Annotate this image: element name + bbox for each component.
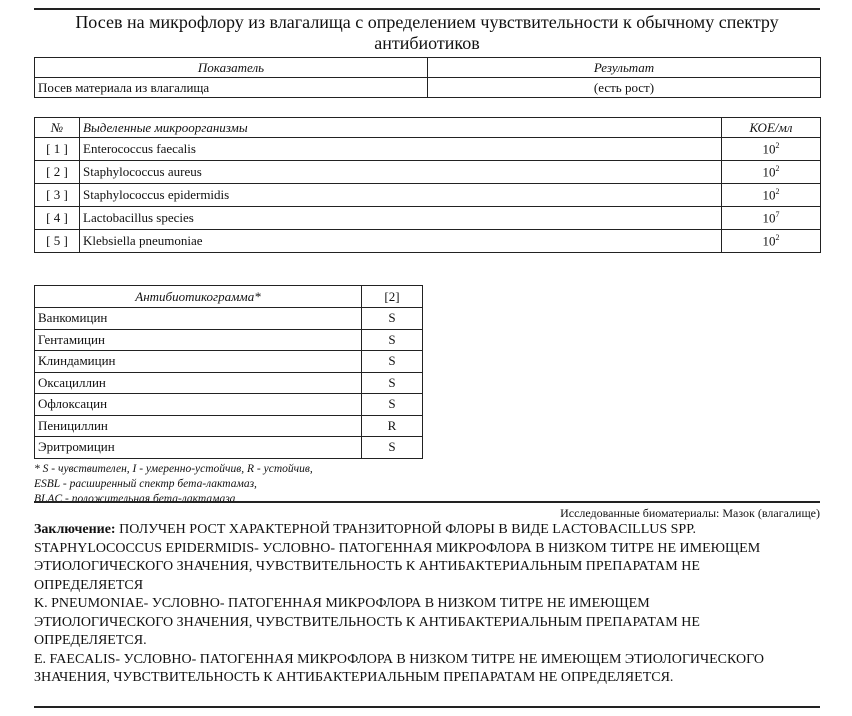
table-row	[35, 161, 821, 184]
table-row	[35, 394, 423, 416]
top-divider	[34, 8, 820, 10]
section-divider	[34, 501, 820, 503]
table-row	[35, 207, 821, 230]
header-organism: Выделенные микроорганизмы	[80, 118, 722, 138]
footnote-line: * S - чувствителен, I - умеренно-устойчив, R - устойчив,	[34, 463, 313, 475]
table-row	[35, 415, 423, 437]
biomaterials: Исследованные биоматериалы: Мазок (влагалище)	[560, 506, 820, 520]
conclusion-label: Заключение:	[34, 522, 116, 537]
conclusion-line: ЗНАЧЕНИЯ, ЧУВСТВИТЕЛЬНОСТЬ К АНТИБАКТЕРИАЛЬНЫМ ПРЕПАРАТАМ НЕ ОПРЕДЕЛЯЕТСЯ.	[34, 670, 674, 685]
table-row	[35, 230, 821, 253]
table-row	[35, 138, 821, 161]
table-row	[35, 437, 423, 459]
organism-name: Staphylococcus aureus	[80, 161, 722, 184]
conclusion-line: ОПРЕДЕЛЯЕТСЯ	[34, 577, 144, 593]
conclusion-line: Заключение: ПОЛУЧЕН РОСТ ХАРАКТЕРНОЙ ТРАНЗИТОРНОЙ ФЛОРЫ В ВИДЕ LACTOBACILLUS SPP.	[34, 522, 696, 537]
result-cell: (есть рост)	[428, 78, 821, 98]
sensitivity-value: R	[362, 415, 423, 437]
conclusion	[34, 521, 834, 688]
header-number: №	[35, 118, 80, 138]
antibiotic-name: Офлоксацин	[35, 394, 362, 416]
antibiotic-name: Эритромицин	[35, 437, 362, 459]
sensitivity-value: S	[362, 329, 423, 351]
page-title: Посев на микрофлору из влагалища с определением чувствительности к обычному спектру антибиотиков	[75, 12, 779, 53]
cfu-value: $10^2$	[722, 184, 821, 207]
sensitivity-value: S	[362, 437, 423, 459]
conclusion-line: ОПРЕДЕЛЯЕТСЯ.	[34, 633, 147, 648]
antibiotic-name: Гентамицин	[35, 329, 362, 351]
conclusion-line: K. PNEUMONIAE- УСЛОВНО- ПАТОГЕННАЯ МИКРОФЛОРА В НИЗКОМ ТИТРЕ НЕ ИМЕЮЩЕМ	[34, 596, 650, 611]
cfu-value: $10^7$	[722, 207, 821, 230]
microorganisms-table	[34, 117, 821, 253]
antibiotic-name: Пенициллин	[35, 415, 362, 437]
table-row	[35, 184, 821, 207]
sensitivity-value: S	[362, 351, 423, 373]
cfu-value: $10^2$	[722, 161, 821, 184]
organism-name: Klebsiella pneumoniae	[80, 230, 722, 253]
organism-name: Enterococcus faecalis	[80, 138, 722, 161]
bottom-divider	[34, 706, 820, 708]
header-cfu: КОЕ/мл	[722, 118, 821, 138]
sensitivity-value: S	[362, 372, 423, 394]
organism-name: Lactobacillus species	[80, 207, 722, 230]
organism-name: Staphylococcus epidermidis	[80, 184, 722, 207]
conclusion-line: STAPHYLOCOCCUS EPIDERMIDIS- УСЛОВНО- ПАТОГЕННАЯ МИКРОФЛОРА В НИЗКОМ ТИТРЕ НЕ ИМЕЮЩЕМ	[34, 540, 761, 556]
footnote	[34, 462, 313, 502]
header-antibiotic: Антибиотикограмма*	[35, 286, 362, 308]
conclusion-line: E. FAECALIS- УСЛОВНО- ПАТОГЕННАЯ МИКРОФЛОРА В НИЗКОМ ТИТРЕ НЕ ИМЕЮЩЕМ ЭТИОЛОГИЧЕСКОГО	[34, 651, 764, 667]
header-indicator: Показатель	[35, 58, 428, 78]
table-row	[35, 351, 423, 373]
sensitivity-value: S	[362, 308, 423, 330]
antibiotic-name: Оксациллин	[35, 372, 362, 394]
row-number: [ 2 ]	[35, 161, 80, 184]
row-number: [ 5 ]	[35, 230, 80, 253]
conclusion-line: ЭТИОЛОГИЧЕСКОГО ЗНАЧЕНИЯ, ЧУВСТВИТЕЛЬНОСТЬ К АНТИБАКТЕРИАЛЬНЫМ ПРЕПАРАТАМ НЕ	[34, 614, 700, 630]
footnote-line: ESBL - расширенный спектр бета-лактамаз,	[34, 478, 257, 490]
footnote-line: BLAC - положительная бета-лактамаза	[34, 493, 236, 502]
antibiotic-name: Ванкомицин	[35, 308, 362, 330]
cfu-value: $10^2$	[722, 230, 821, 253]
table-row	[35, 372, 423, 394]
header-isolate: [2]	[362, 286, 423, 308]
table-row	[35, 308, 423, 330]
row-number: [ 1 ]	[35, 138, 80, 161]
indicator-cell: Посев материала из влагалища	[35, 78, 428, 98]
table-row	[35, 329, 423, 351]
sensitivity-value: S	[362, 394, 423, 416]
antibiogram-table	[34, 285, 423, 459]
row-number: [ 4 ]	[35, 207, 80, 230]
table-row	[35, 78, 821, 98]
conclusion-line: ЭТИОЛОГИЧЕСКОГО ЗНАЧЕНИЯ, ЧУВСТВИТЕЛЬНОСТЬ К АНТИБАКТЕРИАЛЬНЫМ ПРЕПАРАТАМ НЕ	[34, 559, 700, 574]
cfu-value: $10^2$	[722, 138, 821, 161]
header-result: Результат	[428, 58, 821, 78]
antibiotic-name: Клиндамицин	[35, 351, 362, 373]
culture-table	[34, 57, 821, 98]
row-number: [ 3 ]	[35, 184, 80, 207]
